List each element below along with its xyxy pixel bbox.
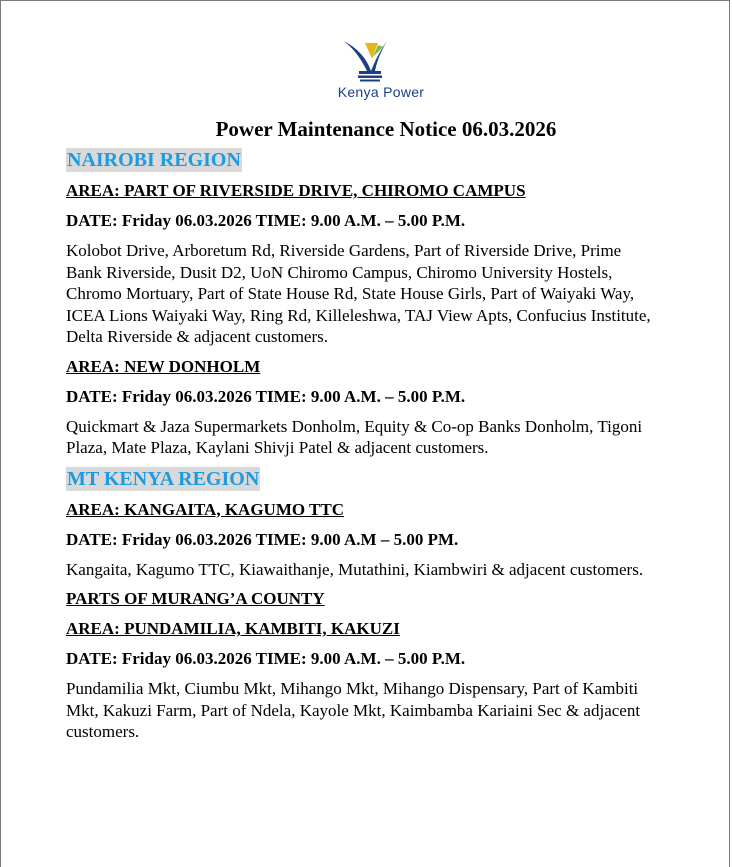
area-heading: AREA: KANGAITA, KAGUMO TTC [66, 499, 344, 519]
date-time: DATE: Friday 06.03.2026 TIME: 9.00 A.M. – 5.00 P.M. [66, 386, 466, 406]
region-heading: MT KENYA REGION [67, 467, 260, 490]
affected-areas: Kangaita, Kagumo TTC, Kiawaithanje, Mutathini, Kiambwiri & adjacent customers. [66, 559, 644, 579]
date-time: DATE: Friday 06.03.2026 TIME: 9.00 A.M. – 5.00 P.M. [66, 211, 466, 230]
notice-title: Power Maintenance Notice 06.03.2026 [215, 117, 557, 141]
region-section [66, 467, 666, 743]
date-time: DATE: Friday 06.03.2026 TIME: 9.00 A.M. – 5.00 P.M. [66, 649, 466, 668]
region-section [66, 148, 666, 459]
region-heading: NAIROBI REGION [67, 149, 241, 171]
notice-content [66, 115, 666, 751]
area-heading: AREA: PUNDAMILIA, KAMBITI, KAKUZI [66, 619, 400, 638]
kenya-power-logo [331, 37, 431, 103]
area-entry [66, 499, 666, 581]
area-entry [66, 356, 666, 459]
kenya-power-logo-icon [331, 37, 431, 83]
affected-areas: Kolobot Drive, Arboretum Rd, Riverside Gardens, Part of Riverside Drive, Prime Bank Riverside, Dusit D2, UoN Chiromo Campus, Chiromo University Hostels, Chromo Mortuary, Part of State House Rd, State House Girls, Part of Waiyaki Way, ICEA Lions Waiyaki Way, Ring Rd, Killeleshwa, TAJ View Apts, Confucius Institute, Delta Riverside & adjacent customers. [66, 241, 651, 346]
logo-text: Kenya Power [337, 84, 425, 100]
date-time: DATE: Friday 06.03.2026 TIME: 9.00 A.M – 5.00 PM. [66, 529, 459, 549]
area-entry [66, 180, 666, 348]
affected-areas: Pundamilia Mkt, Ciumbu Mkt, Mihango Mkt, Mihango Dispensary, Part of Kambiti Mkt, Kakuzi Farm, Part of Ndela, Kayole Mkt, Kaimbamba Kariaini Sec & adjacent customers. [66, 679, 641, 741]
area-entry [66, 588, 666, 743]
area-heading: AREA: NEW DONHOLM [66, 356, 261, 376]
area-heading: AREA: PART OF RIVERSIDE DRIVE, CHIROMO CAMPUS [66, 181, 526, 200]
affected-areas: Quickmart & Jaza Supermarkets Donholm, Equity & Co-op Banks Donholm, Tigoni Plaza, Mate Plaza, Kaylani Shivji Patel & adjacent customers. [66, 416, 643, 457]
county-heading: PARTS OF MURANG’A COUNTY [66, 589, 325, 608]
